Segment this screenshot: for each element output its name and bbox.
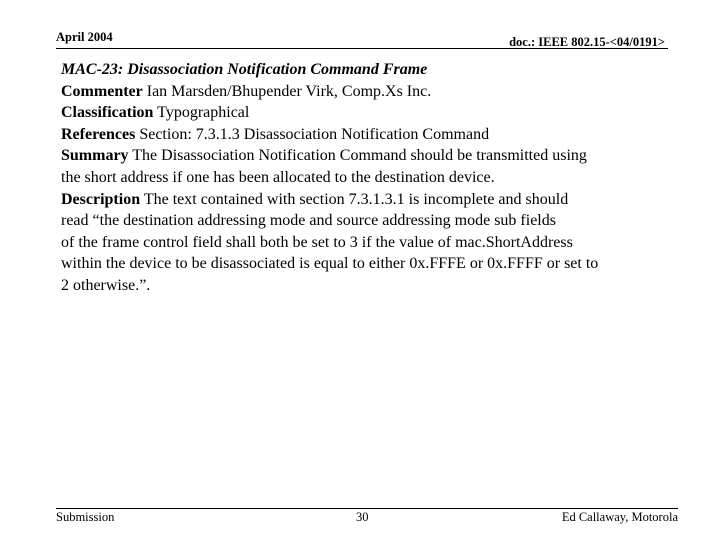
summary-text-2: the short address if one has been allocated to the destination device. [61, 168, 495, 186]
classification-value: Typographical [157, 104, 250, 122]
commenter-line [61, 81, 671, 103]
description-text-1: The text contained with section 7.3.1.3.1 is incomplete and should [143, 190, 569, 208]
description-text-5: 2 otherwise.”. [61, 276, 151, 294]
description-line [61, 189, 671, 211]
classification-line [61, 102, 671, 124]
summary-text-1: The Disassociation Notification Command should be transmitted using [132, 147, 587, 165]
references-value: Section: 7.3.1.3 Disassociation Notification Command [139, 125, 490, 143]
comment-title: MAC-23: Disassociation Notification Command Frame [61, 61, 428, 78]
document-id: doc.: IEEE 802.15-<04/0191> [509, 35, 665, 49]
references-line [61, 124, 671, 146]
commenter-label: Commenter [61, 82, 143, 100]
classification-label: Classification [61, 104, 154, 122]
summary-label: Summary [61, 147, 129, 165]
description-text-2: read “the destination addressing mode and source addressing mode sub fields [61, 212, 556, 230]
description-text-3: of the frame control field shall both be set to 3 if the value of mac.ShortAddress [61, 233, 573, 251]
header-divider [56, 48, 668, 49]
page-number: 30 [356, 510, 369, 524]
header-date: April 2004 [56, 30, 113, 44]
footer-author: Ed Callaway, Motorola [561, 510, 678, 524]
description-label: Description [61, 190, 141, 208]
references-label: References [61, 125, 136, 143]
footer-divider [56, 508, 678, 509]
commenter-value: Ian Marsden/Bhupender Virk, Comp.Xs Inc. [146, 82, 432, 100]
comment-body [61, 59, 671, 297]
summary-line [61, 145, 671, 167]
footer-submission: Submission [56, 510, 115, 524]
description-text-4: within the device to be disassociated is equal to either 0x.FFFE or 0x.FFFF or set to [61, 255, 599, 273]
